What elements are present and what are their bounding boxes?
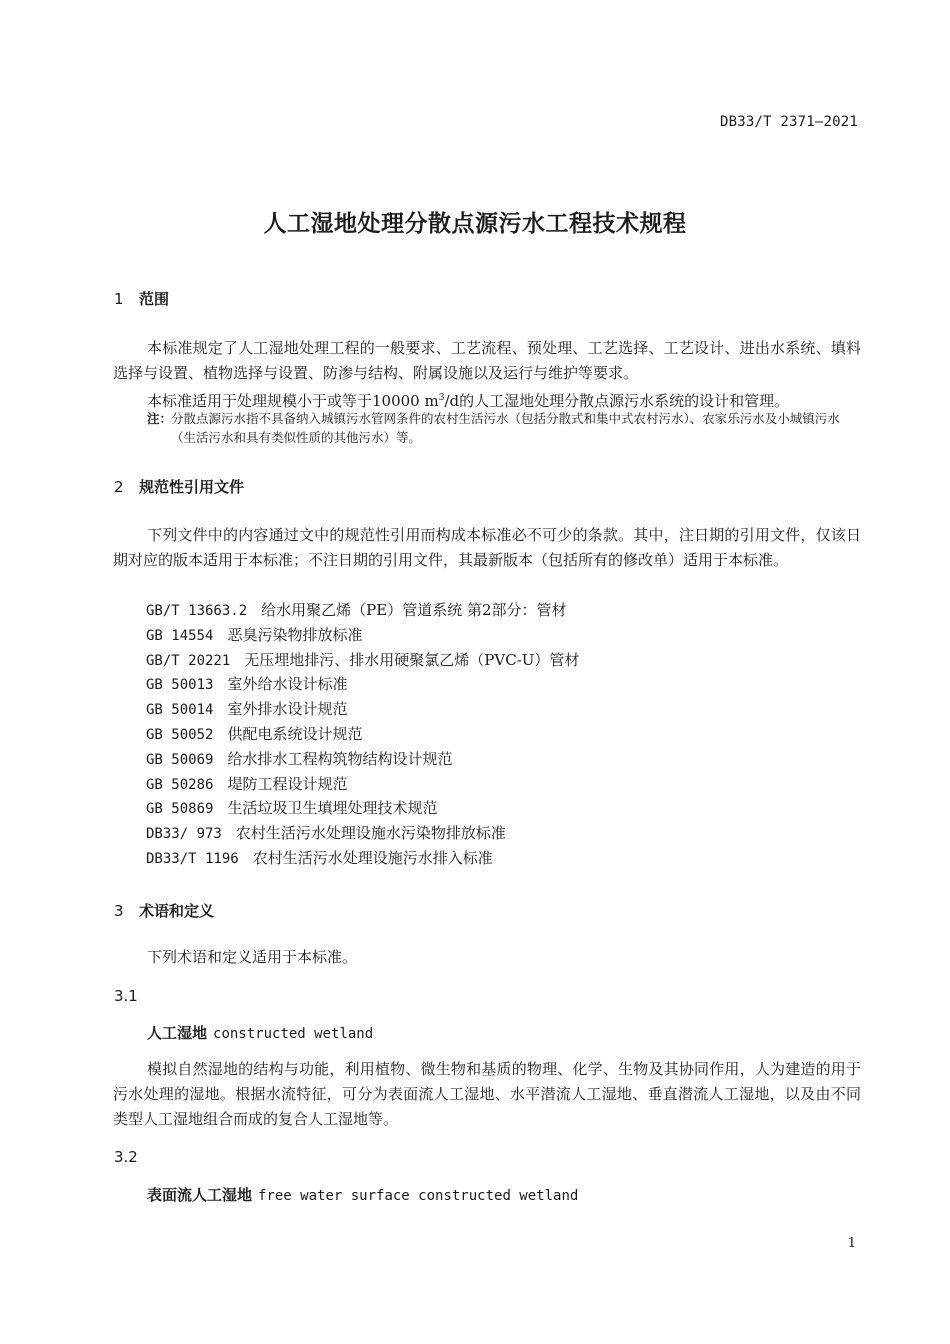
reference-code: GB 50013 — [146, 677, 214, 694]
reference-code: GB/T 13663.2 — [146, 603, 248, 619]
reference-item — [146, 672, 579, 697]
references-intro: 下列文件中的内容通过文中的规范性引用而构成本标准必不可少的条款。其中，注日期的引用文件，仅该日期对应的版本适用于本标准；不注日期的引用文件，其最新版本（包括所有的修改单）适用于本标准。 — [113, 526, 861, 569]
reference-name: 给水排水工程构筑物结构设计规范 — [227, 749, 453, 768]
reference-name: 室外给水设计标准 — [227, 675, 348, 694]
reference-code: GB 50869 — [146, 801, 214, 818]
reference-code: GB 50069 — [146, 751, 214, 768]
reference-name: 农村生活污水处理设施污水排入标准 — [252, 848, 493, 867]
reference-name: 农村生活污水处理设施水污染物排放标准 — [235, 824, 506, 843]
note-text: 分散点源污水指不具备纳入城镇污水管网条件的农村生活污水（包括分散式和集中式农村污水）、农家乐污水及小城镇污水（生活污水和具有类似性质的其他污水）等。 — [171, 411, 840, 445]
section-title: 术语和定义 — [139, 902, 215, 920]
reference-name: 生活垃圾卫生填埋处理技术规范 — [227, 799, 438, 818]
document-title: 人工湿地处理分散点源污水工程技术规程 — [263, 211, 687, 237]
scope-paragraph-1: 本标准规定了人工湿地处理工程的一般要求、工艺流程、预处理、工艺选择、工艺设计、进出水系统、填料选择与设置、植物选择与设置、防渗与结构、附属设施以及运行与维护等要求。 — [113, 339, 861, 382]
reference-code: GB 50052 — [146, 726, 214, 743]
term-chinese: 人工湿地 — [147, 1024, 208, 1042]
term-heading — [147, 1022, 373, 1043]
reference-item — [146, 846, 579, 871]
reference-code: GB 50286 — [146, 776, 214, 793]
section-number: 1 — [114, 290, 124, 308]
section-title: 规范性引用文件 — [139, 478, 245, 496]
reference-code: GB 14554 — [146, 627, 214, 644]
reference-item — [146, 722, 579, 747]
scope-p2-text-end: /d的人工湿地处理分散点源污水系统的设计和管理。 — [444, 392, 790, 410]
reference-name: 堤防工程设计规范 — [227, 774, 348, 793]
reference-item — [146, 697, 579, 722]
term-english: constructed wetland — [213, 1026, 374, 1042]
section-number: 3 — [114, 902, 124, 920]
scope-note — [147, 409, 861, 447]
section-3-heading — [114, 900, 214, 921]
reference-code: DB33/ 973 — [146, 826, 222, 843]
reference-item — [146, 623, 579, 648]
standard-code: DB33/T 2371—2021 — [719, 114, 858, 130]
reference-item — [146, 821, 579, 846]
clause-number: 3.2 — [114, 1148, 138, 1166]
reference-item — [146, 747, 579, 772]
reference-item — [146, 796, 579, 821]
terms-intro: 下列术语和定义适用于本标准。 — [147, 948, 358, 966]
reference-name: 恶臭污染物排放标准 — [227, 625, 363, 644]
reference-code: DB33/T 1196 — [146, 850, 239, 867]
reference-item — [146, 598, 579, 623]
scope-p2-text: 本标准适用于处理规模小于或等于10000 m — [147, 392, 439, 410]
reference-name: 给水用聚乙烯（PE）管道系统 第2部分：管材 — [261, 601, 567, 619]
reference-code: GB/T 20221 — [146, 652, 231, 669]
section-title: 范围 — [139, 290, 170, 308]
reference-item — [146, 772, 579, 797]
term-chinese: 表面流人工湿地 — [147, 1186, 253, 1204]
note-label: 注： — [147, 411, 173, 426]
reference-name: 供配电系统设计规范 — [227, 724, 363, 743]
term-english: free water surface constructed wetland — [258, 1188, 579, 1204]
reference-name: 室外排水设计规范 — [227, 700, 348, 719]
reference-list — [146, 598, 579, 871]
clause-number: 3.1 — [114, 987, 138, 1005]
page-number: 1 — [847, 1236, 856, 1251]
section-2-heading — [114, 476, 244, 497]
section-1-heading — [114, 288, 169, 309]
reference-item — [146, 648, 579, 673]
section-number: 2 — [114, 478, 124, 496]
superscript: 3 — [438, 393, 445, 403]
reference-code: GB 50014 — [146, 702, 214, 719]
term-definition: 模拟自然湿地的结构与功能，利用植物、微生物和基质的物理、化学、生物及其协同作用，人为建造的用于污水处理的湿地。根据水流特征，可分为表面流人工湿地、水平潜流人工湿地、垂直潜流人工湿地，以及由不同类型人工湿地组合而成的复合人工湿地等。 — [113, 1060, 861, 1128]
term-heading — [147, 1184, 578, 1205]
reference-name: 无压埋地排污、排水用硬聚氯乙烯（PVC-U）管材 — [244, 650, 580, 669]
